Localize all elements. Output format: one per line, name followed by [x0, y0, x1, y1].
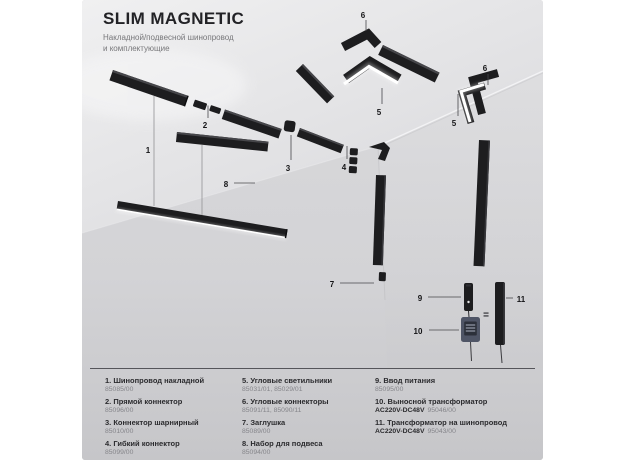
callout-label: 6 [360, 11, 366, 20]
track-transformer [495, 282, 505, 345]
legend-item: 4. Гибкий коннектор 85099/00 [105, 439, 180, 456]
legend-item: 7. Заглушка 85089/00 [242, 418, 286, 435]
end-cap [379, 272, 386, 281]
legend [90, 368, 535, 460]
legend-column-1 [105, 376, 235, 460]
callout-label: 3 [285, 164, 291, 173]
callout-label: 10 [413, 327, 423, 336]
legend-item: 2. Прямой коннектор 85096/00 [105, 397, 183, 414]
callout-label: 6 [482, 64, 488, 73]
callout-label: 4 [341, 163, 347, 172]
callout-label: 1 [145, 146, 151, 155]
legend-item: 10. Выносной трансформатор AC220V-DC48V 95046/00 [375, 397, 488, 414]
legend-item: 11. Трансформатор на шинопровод AC220V-DC48V 95043/00 [375, 418, 508, 435]
legend-item: 1. Шинопровод накладной 85085/00 [105, 376, 205, 393]
legend-column-2 [242, 376, 370, 460]
legend-column-3 [375, 376, 540, 439]
title-block [103, 9, 244, 54]
legend-item: 6. Угловые коннекторы 85091/11, 85090/11 [242, 397, 329, 414]
callout-label: 5 [376, 108, 382, 117]
page-title: SLIM MAGNETIC [103, 9, 245, 28]
callout-label: 7 [329, 280, 335, 289]
equals-sign: = [483, 310, 489, 321]
hinge-connector [283, 120, 295, 132]
callout-label: 11 [516, 295, 526, 304]
legend-item: 5. Угловые светильники 85031/01, 85029/01 [242, 376, 333, 393]
legend-item: 9. Ввод питания 85095/00 [375, 376, 436, 393]
callout-label: 9 [417, 294, 423, 303]
catalog-card [82, 0, 543, 460]
callout-label: 8 [223, 180, 229, 189]
legend-item: 8. Набор для подвеса 85094/00 [242, 439, 323, 456]
power-input [464, 283, 473, 311]
callout-label: 5 [451, 119, 457, 128]
flexible-connector [349, 148, 358, 173]
power-wire [469, 311, 470, 317]
transformer-box [461, 317, 480, 342]
legend-item: 3. Коннектор шарнирный 85010/00 [105, 418, 199, 435]
callout-label: 2 [202, 121, 208, 130]
page-subtitle: Накладной/подвесной шинопровод и комплектующие [103, 33, 234, 53]
